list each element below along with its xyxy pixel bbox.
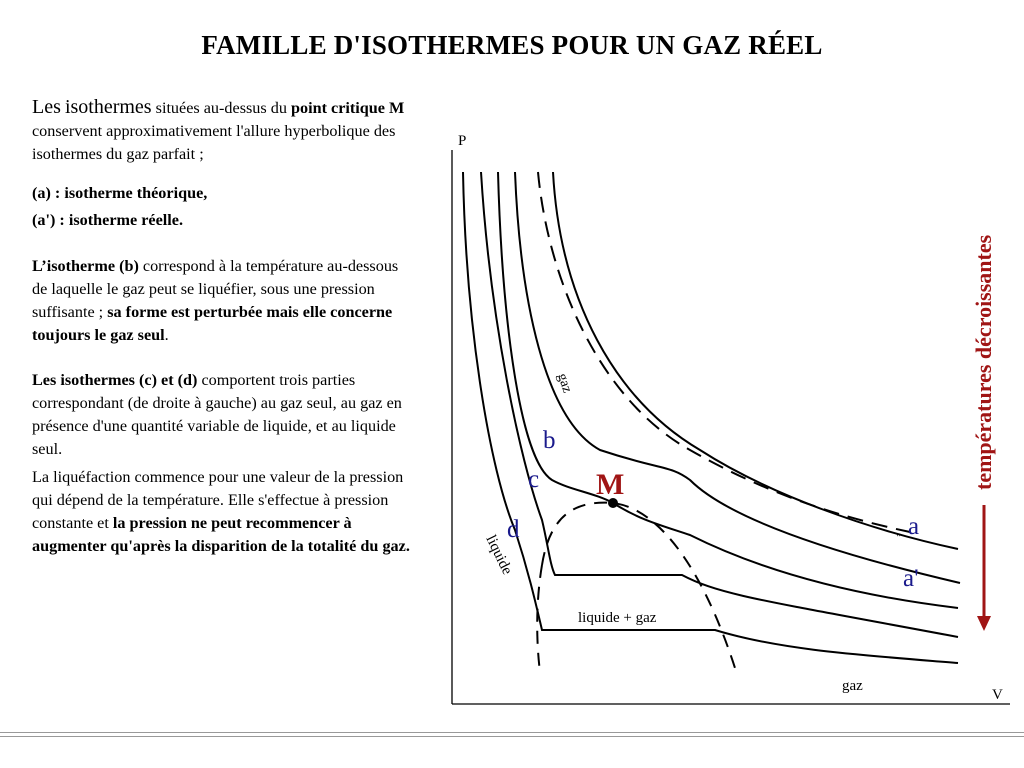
label-liquide-gaz: liquide + gaz	[578, 610, 657, 626]
p1-les: Les	[32, 96, 61, 118]
page-title: FAMILLE D'ISOTHERMES POUR UN GAZ RÉEL	[201, 30, 823, 60]
label-a: a	[908, 513, 920, 540]
p5-bold: Les isothermes (c) et (d)	[32, 371, 198, 389]
isotherm-d	[463, 172, 958, 663]
label-b: b	[543, 427, 556, 454]
paragraph-5	[32, 369, 410, 461]
label-d: d	[507, 516, 520, 543]
p4-bold: L’isotherme (b)	[32, 257, 139, 275]
footer-line-2	[0, 736, 1024, 737]
quote-mark: "	[896, 530, 901, 544]
footer-rule	[0, 732, 1024, 740]
paragraph-4	[32, 255, 410, 347]
paragraph-6	[32, 466, 410, 558]
p1-rest: conservent approximativement l'allure hyperbolique des isothermes du gaz parfait ;	[32, 122, 396, 163]
axis-label-v: V	[992, 687, 1003, 703]
p1-point-critique: point critique M	[290, 99, 405, 117]
p1-situees: situées au-dessus du	[155, 99, 287, 117]
paragraph-1	[32, 96, 410, 166]
label-a-prime: a'	[903, 565, 919, 592]
isotherm-diagram	[440, 118, 1020, 718]
label-gaz-bottom: gaz	[842, 678, 863, 694]
p5-normal: comportent trois parties correspondant (de droite à gauche) au gaz seul, au gaz en présence d'une quantité variable de liquide, et au liquide seul.	[32, 371, 402, 458]
label-m: M	[596, 468, 625, 501]
p6-bold: la pression ne peut recommencer à augmenter qu'après la disparition de la totalité du gaz.	[32, 514, 410, 555]
p6-normal: La liquéfaction commence pour une valeur de la pression qui dépend de la température. Elle s'effectue à pression constante et	[32, 468, 404, 532]
p4-normal: correspond à la température au-dessous de laquelle le gaz peut se liquéfier, sous une pression suffisante ;	[32, 257, 399, 321]
isotherm-a-theoretical	[538, 172, 910, 532]
p1-isothermes: isothermes	[64, 96, 152, 118]
label-liquide: liquide	[482, 532, 516, 578]
axis-label-p: P	[458, 133, 467, 149]
paragraph-2: (a) : isotherme théorique,	[32, 184, 208, 202]
temperature-arrow-head	[977, 616, 991, 631]
label-c: c	[528, 466, 540, 493]
label-temperatures: températures décroissantes	[971, 234, 996, 490]
footer-line-1	[0, 732, 1024, 733]
label-gaz-curve: gaz	[554, 371, 575, 395]
p4-end: .	[164, 326, 169, 344]
paragraph-3: (a') : isotherme réelle.	[32, 211, 184, 229]
isotherm-c	[481, 172, 958, 637]
p4-bold2: sa forme est perturbée mais elle concerne toujours le gaz seul	[32, 303, 393, 344]
isotherm-b	[515, 172, 960, 583]
text-panel	[32, 96, 410, 558]
